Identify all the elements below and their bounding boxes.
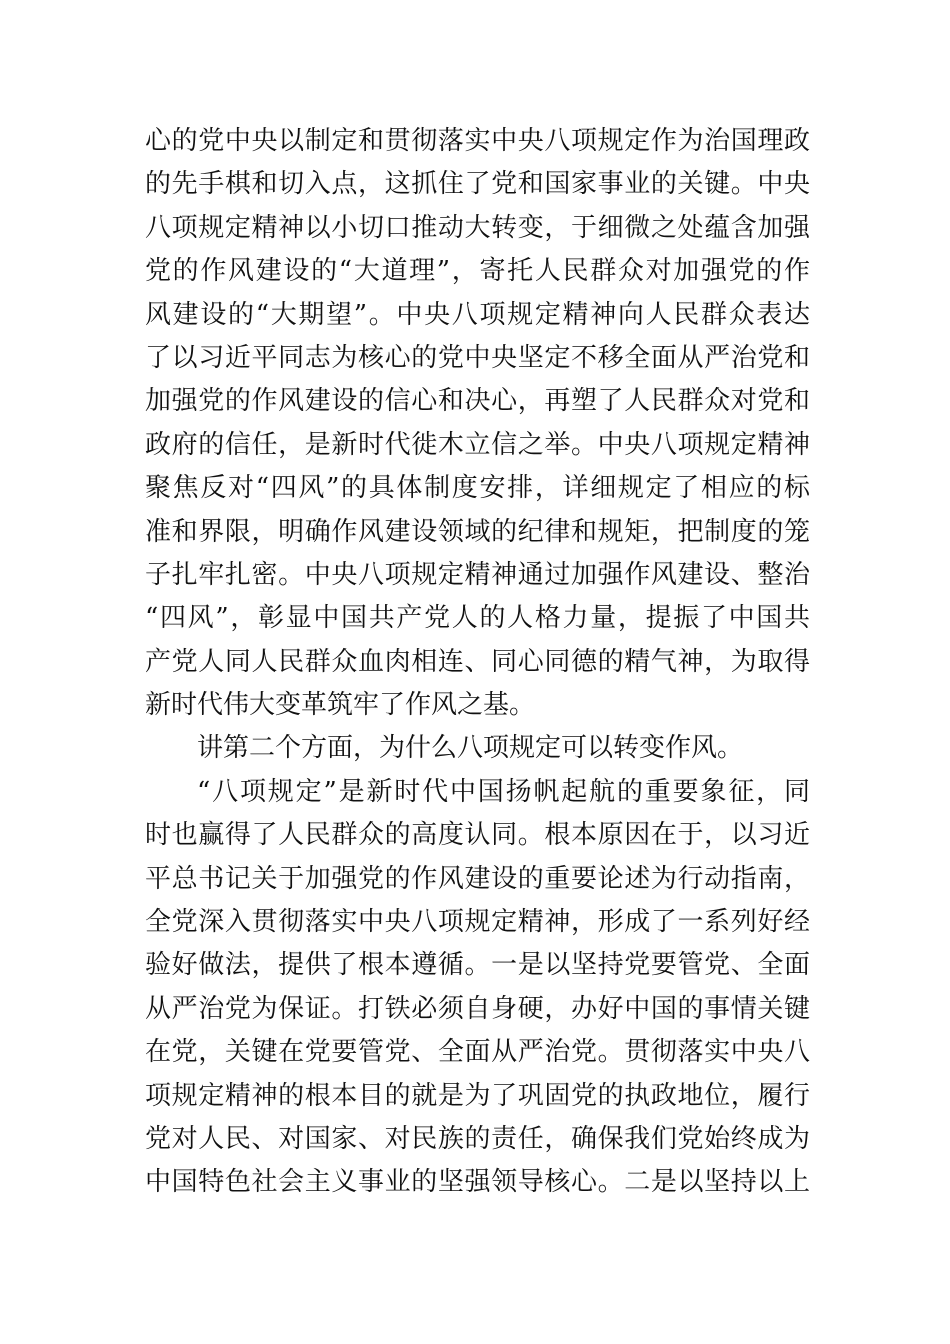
text-line: 的先手棋和切入点，这抓住了党和国家事业的关键。中央 bbox=[145, 169, 810, 200]
text-line: 党的作风建设的“大道理”，寄托人民群众对加强党的作 bbox=[145, 256, 810, 287]
text-line: 全党深入贯彻落实中央八项规定精神，形成了一系列好经 bbox=[145, 907, 810, 938]
text-line: 中国特色社会主义事业的坚强领导核心。二是以坚持以上 bbox=[145, 1167, 810, 1198]
text-line: 子扎牢扎密。中央八项规定精神通过加强作风建设、整治 bbox=[145, 559, 810, 590]
text-line: 验好做法，提供了根本遵循。一是以坚持党要管党、全面 bbox=[145, 950, 810, 981]
text-line: 聚焦反对“四风”的具体制度安排，详细规定了相应的标 bbox=[145, 473, 810, 504]
text-line: “八项规定”是新时代中国扬帆起航的重要象征，同 bbox=[197, 776, 810, 807]
text-line: 平总书记关于加强党的作风建设的重要论述为行动指南， bbox=[145, 863, 810, 894]
text-line: 产党人同人民群众血肉相连、同心同德的精气神，为取得 bbox=[145, 646, 810, 677]
text-line: 党对人民、对国家、对民族的责任，确保我们党始终成为 bbox=[145, 1123, 810, 1154]
text-line: 项规定精神的根本目的就是为了巩固党的执政地位，履行 bbox=[145, 1080, 810, 1111]
paragraph-2 bbox=[145, 727, 810, 770]
text-line: 讲第二个方面，为什么八项规定可以转变作风。 bbox=[197, 733, 744, 764]
text-line: 准和界限，明确作风建设领域的纪律和规矩，把制度的笼 bbox=[145, 516, 810, 547]
paragraph-1 bbox=[145, 120, 810, 727]
text-line: 时也赢得了人民群众的高度认同。根本原因在于，以习近 bbox=[145, 820, 810, 851]
text-line: 风建设的“大期望”。中央八项规定精神向人民群众表达 bbox=[145, 299, 810, 330]
text-line: 心的党中央以制定和贯彻落实中央八项规定作为治国理政 bbox=[145, 126, 810, 156]
text-line: 八项规定精神以小切口推动大转变，于细微之处蕴含加强 bbox=[145, 212, 810, 243]
text-line: 了以习近平同志为核心的党中央坚定不移全面从严治党和 bbox=[145, 342, 810, 373]
text-line: 新时代伟大变革筑牢了作风之基。 bbox=[145, 690, 536, 721]
text-line: 政府的信任，是新时代徙木立信之举。中央八项规定精神 bbox=[145, 429, 810, 460]
text-line: 在党，关键在党要管党、全面从严治党。贯彻落实中央八 bbox=[145, 1037, 810, 1068]
text-line: “四风”，彰显中国共产党人的人格力量，提振了中国共 bbox=[145, 603, 810, 634]
body-text bbox=[145, 120, 810, 1205]
paragraph-3 bbox=[145, 771, 810, 1205]
text-line: 从严治党为保证。打铁必须自身硬，办好中国的事情关键 bbox=[145, 993, 810, 1024]
text-line: 加强党的作风建设的信心和决心，再塑了人民群众对党和 bbox=[145, 386, 810, 417]
